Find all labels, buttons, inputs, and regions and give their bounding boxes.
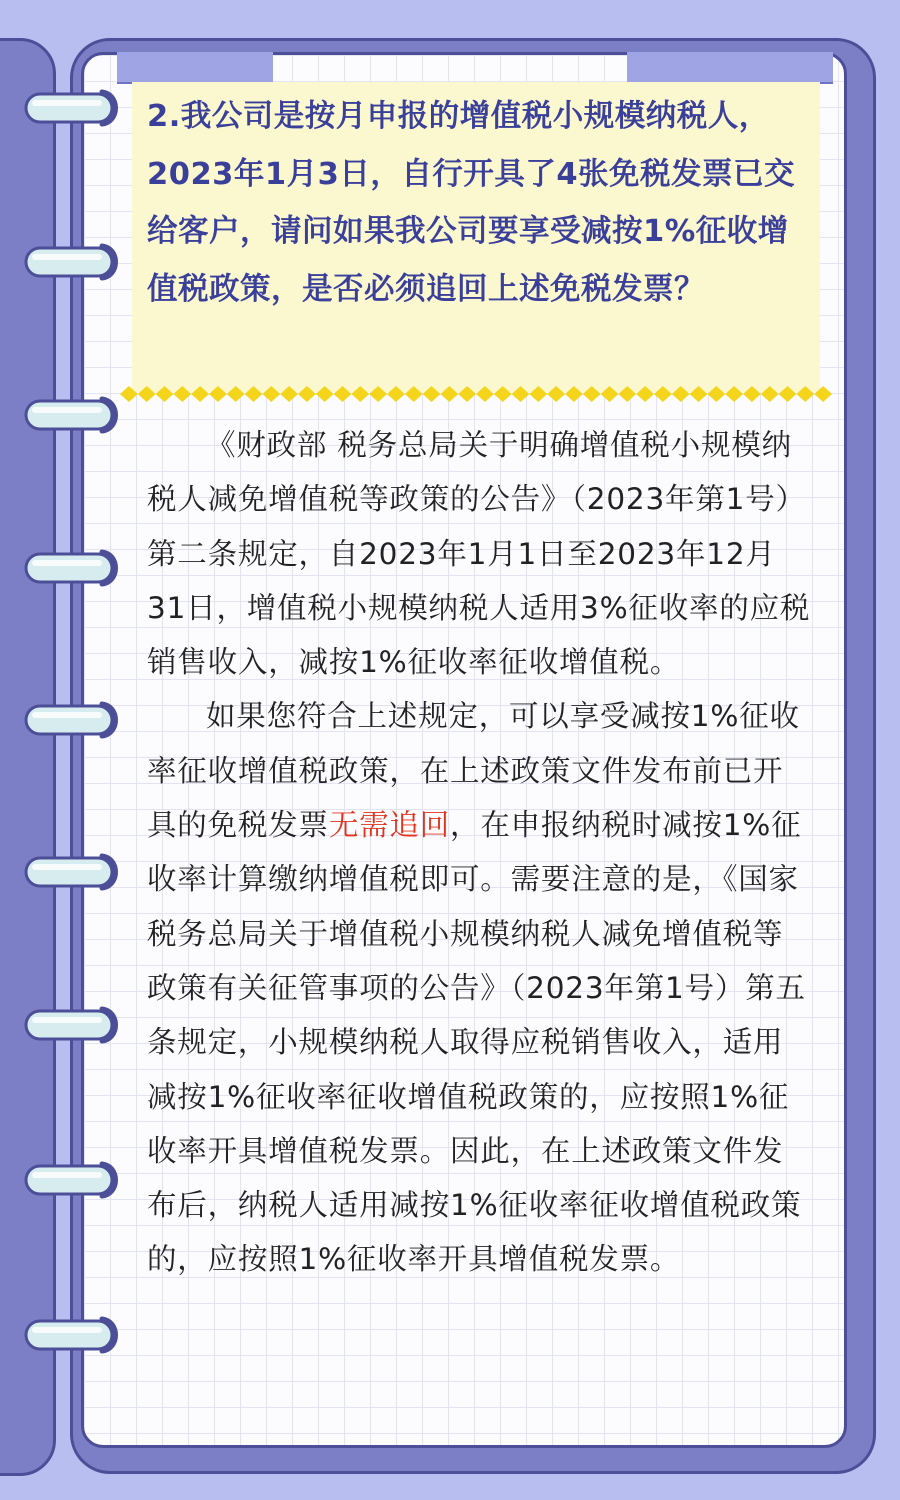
answer-paragraph-1: 《财政部 税务总局关于明确增值税小规模纳税人减免增值税等政策的公告》（2023年第1号）第二条规定，自2023年1月1日至2023年12月31日，增值税小规模纳税人适用3%征收率的应税销售收入，减按1%征收率征收增值税。 — [147, 428, 811, 680]
binder-ring-icon — [24, 546, 120, 590]
paper-tab-left — [117, 52, 273, 84]
question-text: 2.我公司是按月申报的增值税小规模纳税人，2023年1月3日，自行开具了4张免税发票已交给客户，请问如果我公司要享受减按1%征收增值税政策，是否必须追回上述免税发票？ — [147, 99, 796, 307]
binder-ring-icon — [24, 393, 120, 437]
answer-paragraph-2 — [147, 689, 812, 1286]
binder-ring-icon — [24, 240, 120, 284]
binder-ring-icon — [24, 850, 120, 894]
binder-ring-icon — [24, 1003, 120, 1047]
diamond-divider-icon — [120, 385, 832, 403]
paper-tab-right — [627, 52, 833, 84]
binder-ring-icon — [24, 1158, 120, 1202]
binder-ring-icon — [24, 86, 120, 130]
binder-ring-icon — [24, 1313, 120, 1357]
highlight-no-need-recall: 无需追回 — [328, 808, 451, 843]
binder-ring-icon — [24, 698, 120, 742]
answer-text-before: 如果您符合上述规定，可以享受减按1%征收率征收增值税政策，在上述政策文件发布前已开具的免税发票 — [147, 699, 800, 843]
answer-text-after: ，在申报纳税时减按1%征收率计算缴纳增值税即可。需要注意的是，《国家税务总局关于增值税小规模纳税人减免增值税等政策有关征管事项的公告》（2023年第1号）第五条规定，小规模纳税人取得应税销售收入，适用减按1%征收率征收增值税政策的，应按照1%征收率开具增值税发票。因此，在上述政策文件发布后，纳税人适用减按1%征收率征收增值税政策的，应按照1%征收率开具增值税发票。 — [147, 808, 806, 1277]
answer-body — [147, 418, 812, 1287]
